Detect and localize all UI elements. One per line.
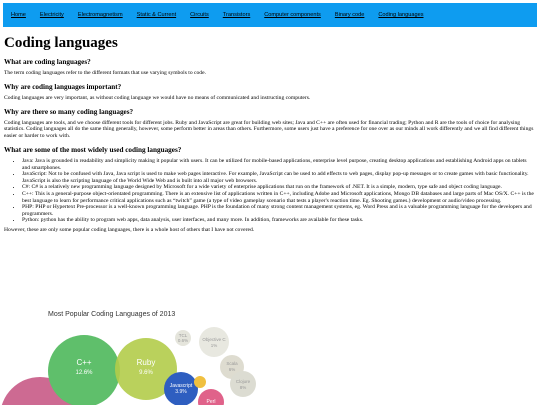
bubble-label: Objective C [202, 337, 226, 342]
bubble [230, 371, 256, 397]
nav-link-circuits[interactable]: Circuits [190, 12, 209, 18]
bubble-value: 6% [228, 367, 236, 372]
bubble-label: Ruby [136, 358, 156, 367]
bubble-label: Perl [206, 399, 216, 405]
list-item: • Python: python has the ability to program web apps, data analysis, user interfaces, and many more. In addition, frameworks are available for these tasks. [22, 217, 534, 224]
bubble-label: Clojure [235, 379, 251, 384]
list-item: • C#: C# is a relatively new programming language designed by Microsoft for a wide variety of enterprise applications that run on the framework of .NET. It is a simple, modern, type safe and object coding language. [22, 184, 534, 191]
languages-list [4, 158, 534, 224]
list-item: • C++: This is a general-purpose object-orientated programming. There is an extensive list of applications written in C++, including Adobe and Microsoft applications, Mongo DB databases and large parts of Mac OS/X. C++ is the best language to learn for performance critical applications such as “twitch” game (a type of video gameplay scenario that tests a player's reaction time. Eg. Shooting games.) development or audio/video processing. [22, 191, 534, 204]
bubble-value: 8% [239, 385, 247, 390]
closing-text: However, these are only some popular coding languages, there is a whole host of others that I have not covered. [4, 226, 255, 233]
nav-link-electromagnetism[interactable]: Electromagnetism [77, 12, 123, 18]
section-heading: Why are there so many coding languages? [4, 107, 134, 116]
bubble [194, 376, 206, 388]
bubble-label: TCL [178, 333, 188, 338]
main-content [4, 32, 534, 237]
nav-link-home[interactable]: Home [11, 12, 26, 18]
nav-link-binary-code[interactable]: Binary code [334, 12, 365, 18]
nav-link-electricity[interactable]: Electricity [39, 12, 64, 18]
section-heading: What are some of the most widely used coding languages? [4, 145, 182, 154]
list-item: • PHP: PHP or Hypertext Pre-processor is a well-known programming language. PHP is the foundation of many strong content management systems, eg. Word Press and is a valuable programming language for the developers and programmers. [22, 204, 534, 217]
section-text: The term coding languages refer to the different formats that use varying symbols to code. [4, 70, 206, 76]
page-title: Coding languages [4, 35, 118, 51]
bubble-value: 12.6% [75, 370, 93, 376]
section-heading: Why are coding languages important? [4, 82, 122, 91]
nav-link-coding-languages[interactable]: Coding languages [378, 12, 424, 18]
list-item: • Java: Java is grounded in readability and simplicity making it popular with users. It can be utilized for mobile-based applications, enterprise level purpose, creating desktop applications and establishing Android apps on tablets and smartphones. [22, 158, 534, 171]
nav-link-transistors[interactable]: Transistors [222, 12, 251, 18]
nav-link-static-current[interactable]: Static & Current [136, 12, 177, 18]
bubble-label: Javascript [169, 383, 193, 389]
bubble [199, 327, 229, 357]
chart-title: Most Popular Coding Languages of 2013 [48, 311, 176, 318]
bubble-value: 1% [210, 343, 218, 348]
bubble-value: 9.6% [139, 370, 153, 376]
bubble-value: 3.9% [175, 389, 187, 395]
bubble-label: C++ [76, 358, 92, 367]
nav-link-computer-components[interactable]: Computer components [264, 12, 321, 18]
bubble-chart-svg [0, 307, 300, 405]
section-heading: What are coding languages? [4, 58, 91, 66]
bubble-label: Scala [226, 361, 238, 366]
bubble-value: 0.6% [177, 338, 189, 343]
list-item: • JavaScript: Not to be confused with Java, Java script is used to make web pages interactive. For example, JavaScript can be used to add effects to web pages, display pop-up messages or to create games with basic functionality. JavaScript is also the scripting language of the World Wide Web and is built into all major web browsers. [22, 171, 534, 184]
top-nav [3, 3, 537, 27]
section-text: Coding languages are very important, as without coding language we would have no means of communicated and instructing computers. [4, 94, 311, 101]
section-text: Coding languages are tools, and we choose different tools for different jobs. Ruby and JavaScript are great for building web sites; Java and C++ are often used for financial trading; Python and R are the tools of choice for analysing statistics. Coding languages all do the same thing generally, however, some perform better in areas than others. Furthermore, some users just have a preference for one over as our minds all work differently and we all find different things easier or harder to work with. [4, 119, 534, 140]
bubble-chart-image [0, 307, 300, 405]
